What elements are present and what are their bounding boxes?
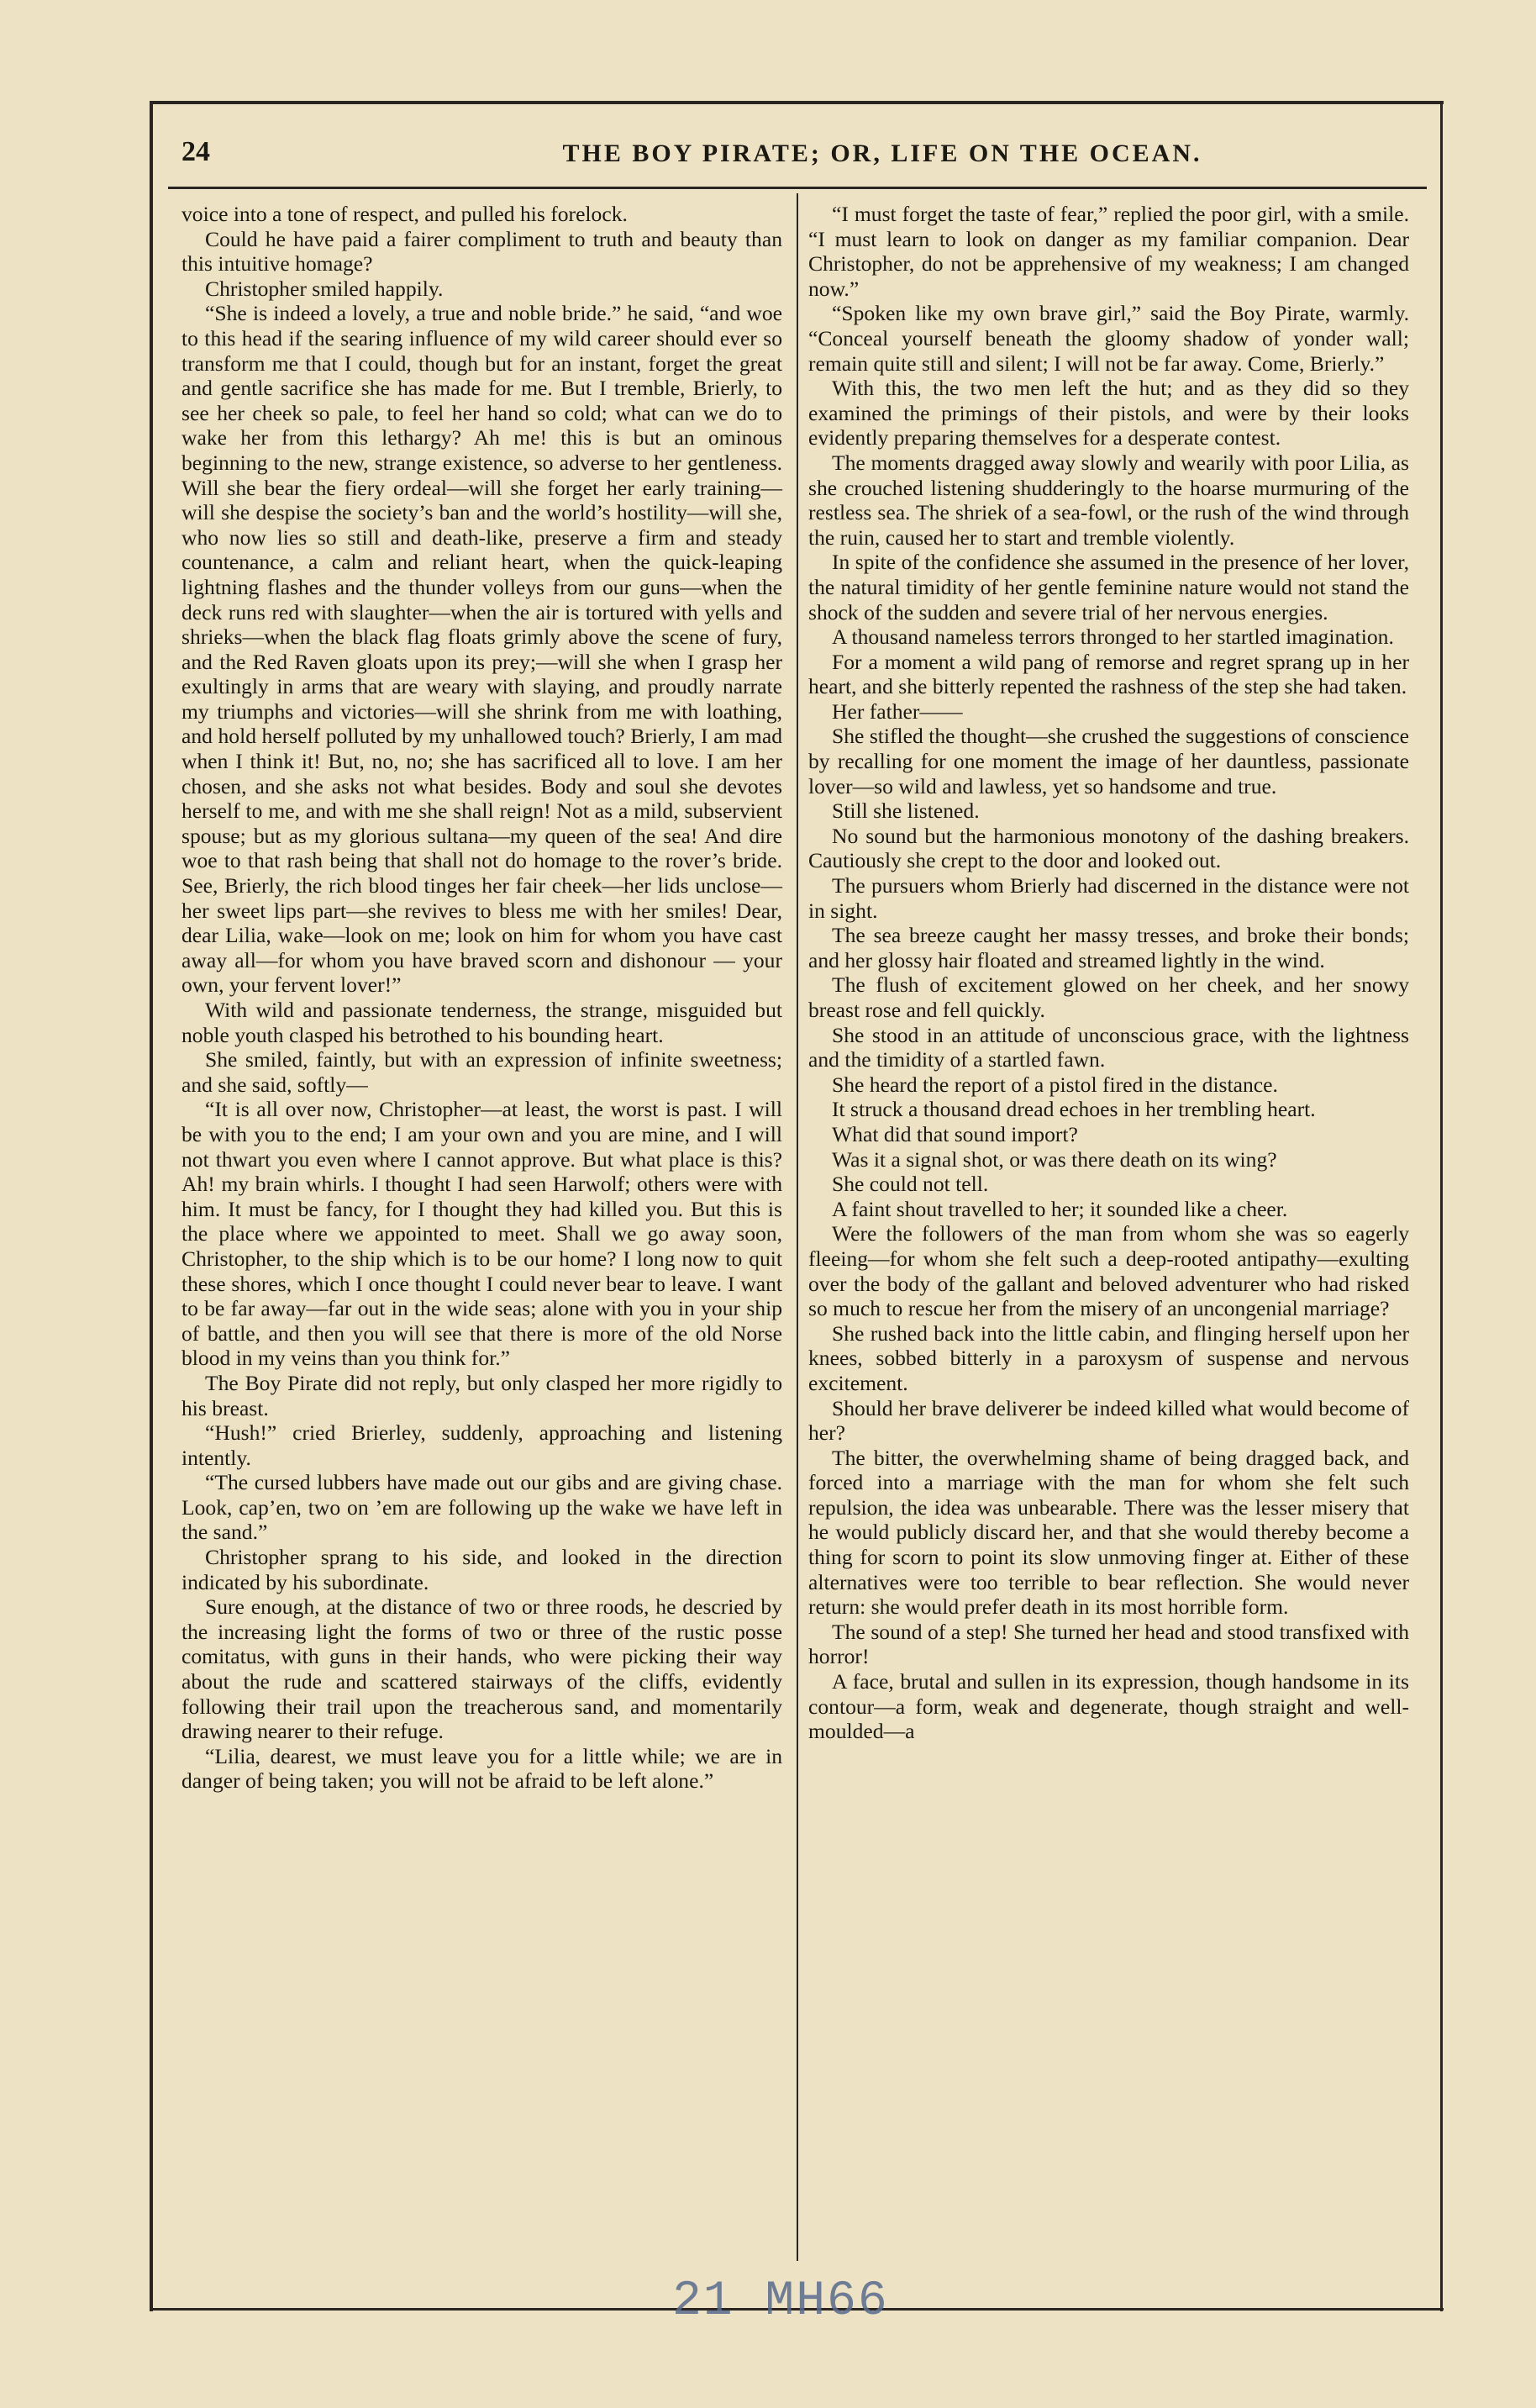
paragraph: The pursuers whom Brierly had discerned in the distance were not in sight. [808, 873, 1409, 923]
paragraph: “It is all over now, Christopher—at least, the worst is past. I will be with you to the end; I am your own and you are mine, and I will not thwart you even where I cannot approve. But what place is this? Ah! my brain whirls. I thought I had seen Harwolf; others were with him. It must be fancy, for I thought they had killed you. But this is the place where we appointed to meet. Shall we go away soon, Christopher, to the ship which is to be our home? I long now to quit these shores, which I once thought I could never bear to leave. I want to be far away—far out in the wide seas; alone with you in your ship of battle, and then you will see that there is more of the old Norse blood in my veins than you think for.” [181, 1097, 782, 1371]
top-rule [150, 101, 1444, 104]
paragraph: What did that sound import? [832, 1121, 1078, 1146]
paragraph: For a moment a wild pang of remorse and regret sprang up in her heart, and she bitterly repented the rashness of the step she had taken. [808, 649, 1409, 699]
paragraph: “She is indeed a lovely, a true and noble bride.” he said, “and woe to this head if the searing influence of my wild career should ever so transform me that I could, though but for an instant, forget the great and gentle sacrifice she has made for me. But I tremble, Brierly, to see her cheek so pale, to feel her hand so cold; what can we do to wake her from this lethargy? Ah me! this is but an ominous beginning to the new, strange existence, so adverse to her gentleness. Will she bear the fiery ordeal—will she forget her early training—will she despise the society’s ban and the world’s hostility—will she, who now lies so still and death-like, preserve a firm and steady countenance, a calm and reliant heart, when the quick-leaping lightning flashes and the thunder volleys from our guns—when the deck runs red with slaughter—when the air is tortured with yells and shrieks—when the black flag floats grimly above the scene of fury, and the Red Raven gloats upon its prey;—will she when I grasp her exultingly in arms that are weary with slaying, and proudly narrate my triumphs and victories—will she shrink from me with loathing, and hold herself polluted by my unhallowed touch? Brierly, I am mad when I think it! But, no, no; she has sacrificed all to love. I am her chosen, and she asks not what besides. Body and soul she devotes herself to me, and with me she shall reign! Not as a mild, subservient spouse; but as my glorious sultana—my queen of the sea! And dire woe to that rash being that shall not do homage to the rover’s bride. See, Brierly, the rich blood tinges her fair cheek—her lids unclose—her sweet lips part—she revives to bless me with her smiles! Dear, dear Lilia, wake—look on me; look on him for whom you have cast away all—for whom you have braved scorn and dishonour — your own, your fervent lover!” [181, 301, 782, 998]
paragraph: “Spoken like my own brave girl,” said the Boy Pirate, warmly. “Conceal yourself beneath the gloomy shadow of yonder wall; remain quite still and silent; I will not be far away. Come, Brierly.” [808, 301, 1409, 376]
paragraph: A thousand nameless terrors thronged to her startled imagination. [832, 624, 1394, 650]
paragraph: She heard the report of a pistol fired in the distance. [832, 1072, 1278, 1097]
paragraph: She stifled the thought—she crushed the suggestions of conscience by recalling for one moment the image of her dauntless, passionate lover—so wild and lawless, yet so handsome and true. [808, 724, 1409, 798]
paragraph: “Lilia, dearest, we must leave you for a little while; we are in danger of being taken; you will not be afraid to be left alone.” [181, 1743, 782, 1794]
paragraph: Could he have paid a fairer compliment to truth and beauty than this intuitive homage? [181, 226, 782, 277]
paragraph: Were the followers of the man from whom she was so eagerly fleeing—for whom she felt such a deep-rooted antipathy—exulting over the body of the gallant and beloved adventurer who had risked so much to rescue her from the misery of an uncongenial marriage? [808, 1221, 1409, 1321]
library-stamp: 21 MH66 [672, 2274, 889, 2329]
paragraph: Christopher smiled happily. [205, 276, 444, 301]
header-rule [168, 187, 1427, 189]
paragraph: The flush of excitement glowed on her cheek, and her snowy breast rose and fell quickly. [808, 972, 1409, 1022]
paragraph: Should her brave deliverer be indeed killed what would become of her? [808, 1395, 1409, 1446]
paragraph: She smiled, faintly, but with an expression of infinite sweetness; and she said, softly— [181, 1047, 782, 1097]
page-number: 24 [181, 136, 210, 167]
paragraph: The moments dragged away slowly and wearily with poor Lilia, as she crouched listening shudderingly to the hoarse murmuring of the restless sea. The shriek of a sea-fowl, or the rush of the wind through the ruin, caused her to start and tremble violently. [808, 450, 1409, 550]
paragraph: No sound but the harmonious monotony of the dashing breakers. Cautiously she crept to the door and looked out. [808, 823, 1409, 873]
paragraph: She stood in an attitude of unconscious grace, with the lightness and the timidity of a startled fawn. [808, 1022, 1409, 1072]
right-column [808, 202, 1409, 1744]
paragraph: The bitter, the overwhelming shame of being dragged back, and forced into a marriage with the man for whom she felt such repulsion, the idea was unbearable. There was the lesser misery that he would publicly discard her, and that she would thereby become a thing for scorn to point its slow unmoving finger at. Either of these alternatives were too terrible to bear reflection. She would never return: she would prefer death in its most horrible form. [808, 1445, 1409, 1620]
paragraph: It struck a thousand dread echoes in her trembling heart. [832, 1097, 1316, 1122]
paragraph: voice into a tone of respect, and pulled his forelock. [181, 202, 628, 226]
paragraph: With this, the two men left the hut; and as they did so they examined the primings of their pistols, and were by their looks evidently preparing themselves for a desperate contest. [808, 376, 1409, 451]
paragraph: “Hush!” cried Brierley, suddenly, approaching and listening intently. [181, 1420, 782, 1470]
left-column [181, 202, 782, 1794]
paragraph: The Boy Pirate did not reply, but only clasped her more rigidly to his breast. [181, 1370, 782, 1420]
paragraph: Was it a signal shot, or was there death on its wing? [832, 1146, 1277, 1172]
paragraph: Her father—— [832, 698, 963, 724]
paragraph: The sea breeze caught her massy tresses, and broke their bonds; and her glossy hair floated and streamed lightly in the wind. [808, 923, 1409, 972]
paragraph: A faint shout travelled to her; it sounded like a cheer. [832, 1196, 1288, 1221]
paragraph: She rushed back into the little cabin, and flinging herself upon her knees, sobbed bitterly in a paroxysm of suspense and nervous excitement. [808, 1320, 1409, 1395]
column-divider [797, 193, 798, 2261]
paragraph: With wild and passionate tenderness, the strange, misguided but noble youth clasped his betrothed to his bounding heart. [181, 998, 782, 1047]
left-frame-rule [150, 101, 153, 2311]
paragraph: Christopher sprang to his side, and looked in the direction indicated by his subordinate. [181, 1545, 782, 1594]
paragraph: “The cursed lubbers have made out our gibs and are giving chase. Look, cap’en, two on ’em are following up the wake we have left in the sand.” [181, 1470, 782, 1545]
paragraph: A face, brutal and sullen in its expression, though handsome in its contour—a form, weak and degenerate, though straight and well-moulded—a [808, 1669, 1409, 1744]
running-title: THE BOY PIRATE; OR, LIFE ON THE OCEAN. [562, 140, 1202, 167]
paragraph: Still she listened. [832, 798, 980, 824]
paragraph: The sound of a step! She turned her head and stood transfixed with horror! [808, 1619, 1409, 1669]
paragraph: Sure enough, at the distance of two or three roods, he descried by the increasing light the forms of two or three of the rustic posse comitatus, with guns in their hands, who were picking their way about the rude and scattered stairways of the cliffs, evidently following their trail upon the treacherous sand, and momentarily drawing nearer to their refuge. [181, 1594, 782, 1744]
running-header [168, 128, 1428, 178]
right-frame-rule [1440, 101, 1443, 2311]
paragraph: She could not tell. [832, 1172, 989, 1197]
paragraph: In spite of the confidence she assumed in the presence of her lover, the natural timidity of her gentle feminine nature would not stand the shock of the sudden and severe trial of her nervous energies. [808, 550, 1409, 624]
paragraph: “I must forget the taste of fear,” replied the poor girl, with a smile. “I must learn to look on danger as my familiar companion. Dear Christopher, do not be apprehensive of my weakness; I am changed now.” [808, 202, 1409, 301]
